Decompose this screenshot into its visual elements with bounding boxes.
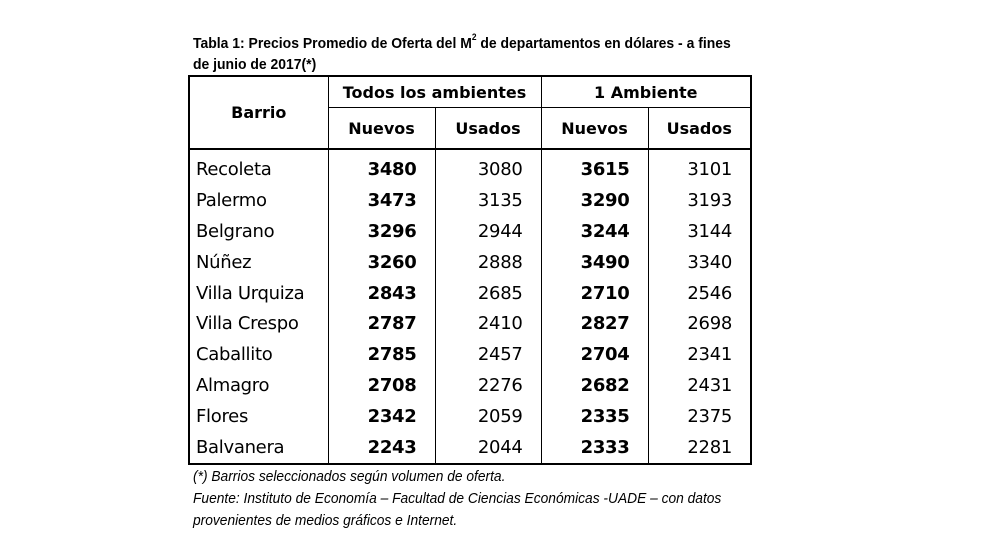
cell-amb-nuevos: 2335 [541,401,648,432]
cell-todos-usados: 2276 [435,370,541,401]
cell-todos-usados: 2685 [435,278,541,309]
cell-amb-usados: 3144 [687,220,732,242]
footnote-source: Fuente: Instituto de Economía – Facultad de Ciencias Económicas -UADE – con datos [193,491,722,507]
footnote-source-cont: provenientes de medios gráficos e Internet. [193,513,458,529]
cell-barrio: Almagro [190,370,328,401]
cell-todos-usados: 2044 [435,432,541,463]
header-amb-nuevos: Nuevos [541,108,648,150]
cell-todos-usados: 2457 [435,339,541,370]
header-todos-nuevos: Nuevos [328,108,435,150]
cell-amb-usados: 2341 [687,344,732,366]
cell-todos-nuevos: 3296 [328,216,435,247]
cell-amb-nuevos: 3490 [541,247,648,278]
header-amb-usados: Usados [648,108,750,150]
cell-amb-nuevos: 2333 [541,432,648,463]
cell-barrio: Núñez [190,247,328,278]
cell-amb-usados: 3101 [687,158,732,180]
cell-todos-usados: 2888 [435,247,541,278]
cell-amb-usados: 2698 [687,313,732,335]
cell-barrio: Balvanera [190,432,328,463]
cell-amb-usados: 2546 [687,282,732,304]
table-row [190,339,750,370]
cell-todos-usados: 3135 [435,185,541,216]
header-group-1-ambiente: 1 Ambiente [541,77,750,108]
header-group-todos: Todos los ambientes [328,77,541,108]
cell-barrio: Flores [190,401,328,432]
cell-todos-usados: 2059 [435,401,541,432]
table-row [190,309,750,340]
cell-barrio: Caballito [190,339,328,370]
header-row-groups [190,77,750,108]
table-title [193,29,731,75]
price-table [190,77,750,463]
cell-todos-nuevos: 2708 [328,370,435,401]
cell-amb-usados: 3340 [687,251,732,273]
cell-todos-usados: 2410 [435,309,541,340]
title-text-post: de departamentos en dólares - a fines [476,35,731,52]
title-text-pre: Tabla 1: Precios Promedio de Oferta del M [193,35,472,52]
price-table-container [188,75,752,465]
cell-amb-nuevos: 2710 [541,278,648,309]
header-todos-usados: Usados [435,108,541,150]
cell-todos-nuevos: 3473 [328,185,435,216]
cell-amb-nuevos: 2682 [541,370,648,401]
cell-amb-nuevos: 3244 [541,216,648,247]
cell-todos-nuevos: 2843 [328,278,435,309]
cell-amb-usados: 2375 [687,406,732,428]
cell-todos-nuevos: 2342 [328,401,435,432]
cell-amb-nuevos: 3290 [541,185,648,216]
cell-barrio: Villa Crespo [190,309,328,340]
cell-todos-nuevos: 2787 [328,309,435,340]
cell-todos-nuevos: 2785 [328,339,435,370]
cell-barrio: Palermo [190,185,328,216]
cell-todos-usados: 3080 [435,149,541,185]
table-row [190,401,750,432]
cell-amb-usados: 2431 [687,375,732,397]
table-row [190,149,750,185]
cell-amb-nuevos: 3615 [541,149,648,185]
table-row [190,247,750,278]
table-footnotes [193,466,725,532]
cell-amb-usados: 3193 [687,189,732,211]
cell-todos-nuevos: 3260 [328,247,435,278]
cell-amb-nuevos: 2827 [541,309,648,340]
cell-todos-nuevos: 3480 [328,149,435,185]
footnote-selection: (*) Barrios seleccionados según volumen de oferta. [193,469,506,485]
table-row [190,185,750,216]
table-row [190,216,750,247]
table-body [190,149,750,463]
cell-amb-usados: 2281 [687,437,732,459]
cell-barrio: Recoleta [190,149,328,185]
table-title-line2: de junio de 2017(*) [193,56,317,73]
cell-todos-usados: 2944 [435,216,541,247]
cell-todos-nuevos: 2243 [328,432,435,463]
cell-barrio: Belgrano [190,216,328,247]
title-superscript: 2 [471,32,477,42]
cell-barrio: Villa Urquiza [190,278,328,309]
header-barrio: Barrio [190,77,328,149]
cell-amb-nuevos: 2704 [541,339,648,370]
table-row [190,278,750,309]
table-row [190,370,750,401]
table-title-line1 [193,29,731,54]
table-row [190,432,750,463]
